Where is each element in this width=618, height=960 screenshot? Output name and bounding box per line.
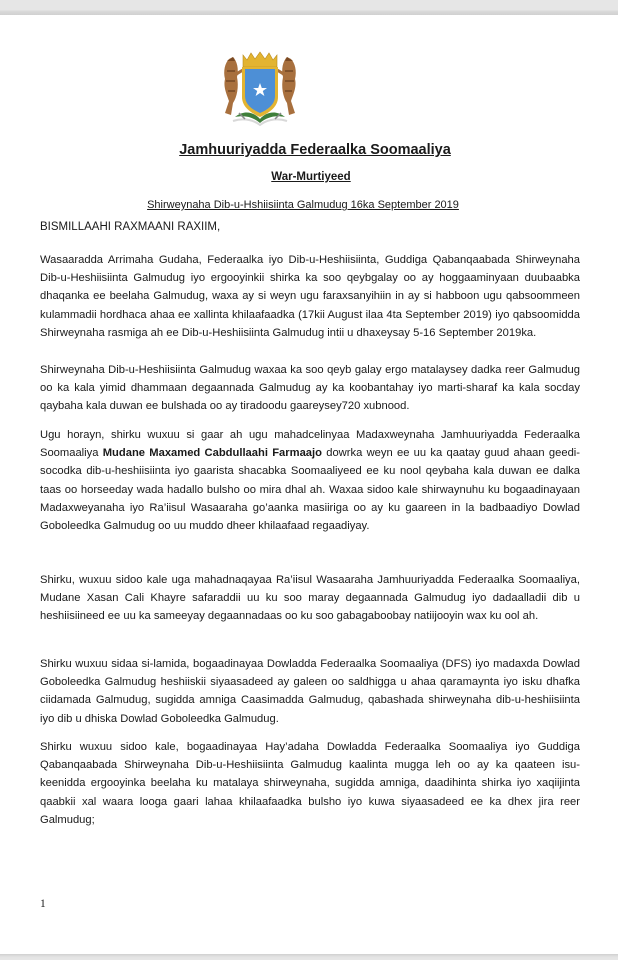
paragraph-5: Shirku wuxuu sidaa si-lamida, bogaadinayaa Dowladda Federaalka Soomaaliya (DFS) iyo madaxda Dowlad Goboleedka Galmudug heshiiskii siyaasadeed ay galeen oo saldhigga u ahaa qaramaynta iyo isku dhafka ciidamada Galmudug, sugidda amniga Caasimadda Galmudug, qabashada shirweynaha dib-u-heshiisiinta iyo dib u dhiska Dowlad Goboleedka Galmudug. [40,658,580,725]
document-page [0,15,618,954]
paragraph-3-after: dowrka weyn ee uu ka qaatay guud ahaan geedi-socodka dib-u-heshiisiinta iyo gaarista shacabka Soomaaliyeed ee ku nool qeybaha kala duwan ee dalka taas oo horseeday wada hadallo bulsho oo mira dhal ah. Waxaa sidoo kale shirwaynuhu ku bogaadinayaan Madaxweyanaha iyo Ra’iisul Wasaaraha go’aanka masiiriga oo ay ku gaareen in la badbaadiyo Dowlad Goboleedka Galmudug oo uu muddo dheer khilaafaad regaadiyay. [40,447,580,533]
paragraph-3 [40,426,580,535]
page-number: 1 [40,898,46,910]
paragraph-4: Shirku, wuxuu sidoo kale uga mahadnaqayaa Ra’iisul Wasaaraha Jamhuuriyadda Federaalka Soomaaliya, Mudane Xasan Cali Khayre safaraddii uu ku soo maray degaannada Galmudug iyo dadaalladii dib u heshiisiineed ee uu ka sameeyay degaannadaas oo ku soo gabagaboobay natiijooyin wax ku ool ah. [40,574,580,623]
shield-icon [242,67,278,117]
crown-icon [243,52,277,67]
paragraph-3-before: Ugu horayn, shirku wuxuu si gaar ah ugu mahadcelinyaa Madaxweynaha Jamhuuriyadda Federaalka Soomaaliya [40,429,580,460]
event-line: Shirweynaha Dib-u-Hshiisiinta Galmudug 16ka September 2019 [147,199,459,211]
coat-of-arms-emblem [215,47,305,129]
document-heading: Jamhuuriyadda Federaalka Soomaaliya [179,142,451,158]
viewer-bottom-frame [0,954,618,960]
paragraph-2: Shirweynaha Dib-u-Heshiisiinta Galmudug waxaa ka soo qeyb galay ergo matalaysey dadka reer Galmudug oo ka kala yimid dhammaan degaannada Galmudug ay ka koobantahay iyo marti-sharaf ka kala socday qaybaha kala duwan ee bulshada oo ay tiradoodu gaareysey720 xubnood. [40,364,580,413]
paragraph-6: Shirku wuxuu sidoo kale, bogaadinayaa Hay’adaha Dowladda Federaalka Soomaaliya iyo Guddiga Qabanqaabada Shirweynaha Dib-u-Heshiisiinta Galmudug kaalinta mugga leh oo ay ka qaateen isu-keenidda ergooyinka beelaha ku matalaya shirweynaha, sugidda amniga, daadihinta shirka iyo xaqiijinta qaabkii xal waara looga gaari lahaa khilaafaadka bulsho iyo kuwa siyaasadeed ee ka dhex jira reer Galmudug; [40,741,580,826]
viewer-top-frame [0,0,618,15]
left-leopard-icon [224,57,245,115]
salutation: BISMILLAAHI RAXMAANI RAXIIM, [40,221,221,233]
document-subheading: War-Murtiyeed [271,171,351,183]
president-name: Mudane Maxamed Cabdullaahi Farmaajo [102,447,322,460]
paragraph-1: Wasaaradda Arrimaha Gudaha, Federaalka iyo Dib-u-Heshiisiinta, Guddiga Qabanqaabada Shirweynaha Dib-u-Heshiisiinta Galmudug iyo ergooyinkii shirka ka soo qeybgalay oo ay hoggaaminyaan duubaabka dhaqanka ee beelaha Galmudug, waxa ay si weyn ugu faraxsanyihiin in ay si habboon ugu qabsoommeen kulammadii hordhaca ahaa ee xallinta khilaafaadka (17kii August ilaa 4ta September 2019) iyo qabsoomidda Shirweynaha rasmiga ah ee Dib-u-Heshiisiinta Galmudug intii u dhaxeysay 5-16 September 2019ka. [40,254,580,339]
right-leopard-icon [275,57,296,115]
